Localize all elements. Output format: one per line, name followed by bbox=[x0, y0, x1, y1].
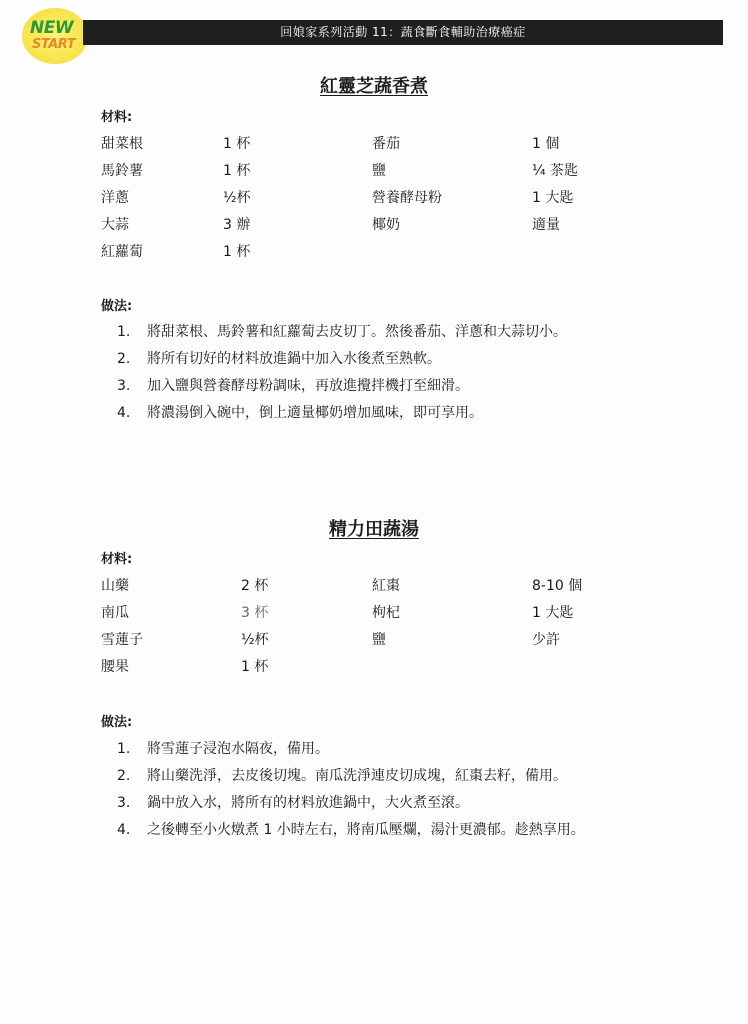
step-text: 將雪蓮子浸泡水隔夜，備用。 bbox=[147, 741, 329, 757]
ingredient-amount: 適量 bbox=[532, 217, 560, 233]
step-text: 之後轉至小火燉煮 1 小時左右，將南瓜壓爛，湯汁更濃郁。趁熱享用。 bbox=[147, 822, 585, 838]
recipe-1-step: 3. 加入鹽與營養酵母粉調味，再放進攪拌機打至細滑。 bbox=[117, 378, 469, 394]
ingredient-amount: 1 杯 bbox=[223, 163, 251, 179]
ingredient-name: 枸杞 bbox=[372, 605, 400, 621]
ingredient-amount: 3 杯 bbox=[241, 605, 269, 621]
ingredient-amount: 少許 bbox=[532, 632, 560, 648]
step-text: 加入鹽與營養酵母粉調味，再放進攪拌機打至細滑。 bbox=[147, 378, 469, 394]
ingredient-name: 南瓜 bbox=[101, 605, 129, 621]
ingredient-name: 甜菜根 bbox=[101, 136, 143, 152]
ingredient-amount: 1 大匙 bbox=[532, 605, 574, 621]
ingredient-name: 雪蓮子 bbox=[101, 632, 143, 648]
ingredient-name: 紅蘿蔔 bbox=[101, 244, 143, 260]
step-text: 將甜菜根、馬鈴薯和紅蘿蔔去皮切丁。然後番茄、洋蔥和大蒜切小。 bbox=[147, 324, 567, 340]
recipe-2-method-label: 做法: bbox=[101, 715, 133, 730]
recipe-2-title-text: 精力田蔬湯 bbox=[329, 519, 419, 540]
new-start-logo bbox=[22, 8, 88, 64]
step-text: 鍋中放入水，將所有的材料放進鍋中，大火煮至滾。 bbox=[147, 795, 469, 811]
recipe-1-step: 2. 將所有切好的材料放進鍋中加入水後煮至熟軟。 bbox=[117, 351, 441, 367]
ingredient-name: 腰果 bbox=[101, 659, 129, 675]
ingredient-amount: 1 杯 bbox=[223, 244, 251, 260]
ingredient-amount: ¼ 茶匙 bbox=[532, 163, 579, 179]
ingredient-amount: 2 杯 bbox=[241, 578, 269, 594]
ingredient-name: 番茄 bbox=[372, 136, 400, 152]
recipe-2-ingredients-label: 材料: bbox=[101, 552, 133, 567]
recipe-1-title-text: 紅靈芝蔬香煮 bbox=[320, 76, 428, 97]
recipe-2-title bbox=[0, 515, 748, 541]
ingredient-amount: ½杯 bbox=[241, 632, 269, 648]
header-bar: 回娘家系列活動 11：蔬食斷食輔助治療癌症 bbox=[83, 20, 723, 45]
recipe-2-step: 2. 將山藥洗淨，去皮後切塊。南瓜洗淨連皮切成塊，紅棗去籽，備用。 bbox=[117, 768, 567, 784]
step-text: 將所有切好的材料放進鍋中加入水後煮至熟軟。 bbox=[147, 351, 441, 367]
ingredient-name: 大蒜 bbox=[101, 217, 129, 233]
ingredient-name: 洋蔥 bbox=[101, 190, 129, 206]
ingredient-name: 營養酵母粉 bbox=[372, 190, 442, 206]
recipe-1-title bbox=[0, 72, 748, 98]
ingredient-amount: 1 個 bbox=[532, 136, 560, 152]
recipe-2-step: 4. 之後轉至小火燉煮 1 小時左右，將南瓜壓爛，湯汁更濃郁。趁熱享用。 bbox=[117, 822, 585, 838]
recipe-2-step: 1. 將雪蓮子浸泡水隔夜，備用。 bbox=[117, 741, 329, 757]
ingredient-amount: 1 杯 bbox=[241, 659, 269, 675]
ingredient-name: 山藥 bbox=[101, 578, 129, 594]
recipe-1-method-label: 做法: bbox=[101, 299, 133, 314]
step-text: 將濃湯倒入碗中，倒上適量椰奶增加風味，即可享用。 bbox=[147, 405, 483, 421]
ingredient-amount: ½杯 bbox=[223, 190, 251, 206]
ingredient-amount: 3 辦 bbox=[223, 217, 251, 233]
recipe-2-step: 3. 鍋中放入水，將所有的材料放進鍋中，大火煮至滾。 bbox=[117, 795, 469, 811]
ingredient-amount: 1 杯 bbox=[223, 136, 251, 152]
ingredient-name: 鹽 bbox=[372, 163, 386, 179]
step-text: 將山藥洗淨，去皮後切塊。南瓜洗淨連皮切成塊，紅棗去籽，備用。 bbox=[147, 768, 567, 784]
logo-text-new: NEW bbox=[30, 18, 74, 38]
ingredient-amount: 8-10 個 bbox=[532, 578, 583, 594]
ingredient-name: 椰奶 bbox=[372, 217, 400, 233]
ingredient-name: 紅棗 bbox=[372, 578, 400, 594]
ingredient-name: 鹽 bbox=[372, 632, 386, 648]
recipe-1-ingredients-label: 材料: bbox=[101, 110, 133, 125]
recipe-1-step: 4. 將濃湯倒入碗中，倒上適量椰奶增加風味，即可享用。 bbox=[117, 405, 483, 421]
ingredient-amount: 1 大匙 bbox=[532, 190, 574, 206]
ingredient-name: 馬鈴薯 bbox=[101, 163, 143, 179]
logo-text-start: START bbox=[32, 37, 76, 52]
recipe-1-step: 1. 將甜菜根、馬鈴薯和紅蘿蔔去皮切丁。然後番茄、洋蔥和大蒜切小。 bbox=[117, 324, 567, 340]
